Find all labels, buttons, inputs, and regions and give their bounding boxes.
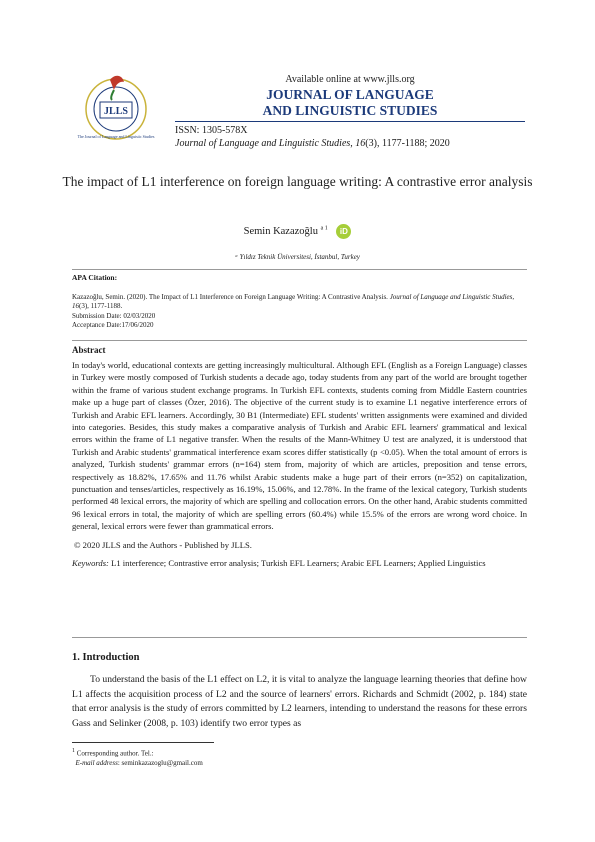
author-superscript: a 1: [320, 225, 328, 232]
journal-title-line1: JOURNAL OF LANGUAGE: [266, 87, 434, 102]
abstract-text: In today's world, educational contexts are getting increasingly multicultural. Although EFL (English as a Foreign Language) classes in Turkey were mostly composed of Turkish students a decade ago, today students from any part of the world are brought together within the frame of various student exchange programs. In Turkish EFL contexts, students coming from Middle Eastern countries make up a huge part of classes (Özer, 2016). The objective of the current study is to examine L1 negative interference errors of Turkish and Arabic EFL learners. Accordingly, 30 B1 (Intermediate) EFL students' written assignments were examined and divided into categories. Besides, this study makes a comparative analysis of Turkish and Arabic EFL learners' grammatical and lexical errors within the frame of L1 negative transfer. When the results of the Mann-Whitney U test are analyzed, it is understood that Turkish and Arabic students' grammatical interference exam scores differ statistically (p <0.05). When the total amount of errors is analyzed, Turkish students' grammar errors (n=164) stem from, majority of which are articles, preposition and tense errors, respectively as 18.82%, 17.65% and 11.76 whilst Arabic students make a huge part of their errors (n=352) on capitalization, punctuation and tenses/articles, respectively as 16.19%, 15.06%, and 12.78%. In the frame of the lexical category, Turkish students performed 48 lexical errors, the majority of which are spelling and collocation errors. On the other hand, Arabic students committed 96 lexical errors in total, the majority of which are spelling errors (60.4%) while 15.5% of the errors are wrong word choice. In general, lexical errors were fewer than grammatical errors.: [72, 360, 527, 532]
keywords-text: L1 interference; Contrastive error analysis; Turkish EFL Learners; Arabic EFL Learners; Applied Linguistics: [111, 557, 486, 568]
abstract-divider: [72, 637, 527, 638]
paper-title: The impact of L1 interference on foreign language writing: A contrastive error analysis: [62, 174, 533, 189]
apa-citation-journal: Journal of Language and Linguistic Studies, 16: [72, 292, 515, 310]
journal-title-line2: AND LINGUISTIC STUDIES: [262, 103, 438, 118]
footnote-line1: Corresponding author. Tel.:: [76, 749, 154, 758]
section-heading-introduction: 1. Introduction: [72, 652, 140, 663]
acceptance-date: Acceptance Date:17/06/2020: [72, 321, 154, 329]
keywords: [72, 557, 527, 569]
issn: ISSN: 1305-578X: [175, 125, 248, 137]
footnote-email[interactable]: : seminkazazoglu@gmail.com: [117, 759, 203, 768]
journal-title: [175, 87, 525, 119]
apa-citation-start: Kazazoğlu, Semin. (2020). The Impact of L1 Interference on Foreign Language Writing: A Contrastive Analysis.: [72, 292, 388, 301]
footnote-email-label: E-mail address: [75, 759, 118, 768]
footnote: [72, 746, 203, 768]
author-name: Semin Kazazoğlu: [243, 225, 318, 237]
apa-heading: APA Citation:: [72, 273, 118, 282]
author-row: [0, 224, 595, 239]
available-online[interactable]: Available online at www.jlls.org: [285, 74, 415, 85]
apa-citation-end: (3), 1177-1188.: [79, 302, 123, 310]
journal-citation: [175, 138, 525, 149]
citation-rest: (3), 1177-1188; 2020: [365, 138, 450, 150]
apa-citation: [72, 293, 527, 312]
journal-logo: [70, 72, 162, 142]
footnote-rule: [72, 742, 214, 743]
introduction-text: To understand the basis of the L1 effect on L2, it is vital to analyze the language learning theories that define how L1 affects the acquisition process of L2 and the source of learners' errors. Richards and Schmidt (2002, p. 184) state that error analysis is the study of errors committed by L2 learners, intending to understand the reasons for these errors Gass and Selinker (2008, p. 103) identify two error types as: [72, 674, 527, 729]
keywords-label: Keywords:: [72, 557, 109, 568]
footnote-number: 1: [72, 748, 75, 754]
affiliation: ᵃ Yıldız Teknik Üniversitesi, İstanbul, Turkey: [235, 253, 360, 261]
submission-date: Submission Date: 02/03/2020: [72, 311, 156, 320]
citation-journal: Journal of Language and Linguistic Studies, 16: [175, 138, 366, 150]
logo-text: JLLS: [104, 106, 128, 117]
abstract-block: [72, 340, 527, 569]
abstract-heading: Abstract: [72, 345, 106, 355]
orcid-icon[interactable]: iD: [336, 224, 351, 239]
header-rule: [175, 121, 525, 122]
logo-ring-text: The Journal of Language and Linguistic Studies: [77, 134, 155, 139]
apa-citation-block: [72, 269, 527, 331]
copyright: © 2020 JLLS and the Authors - Published by JLLS.: [74, 539, 252, 550]
journal-header: [175, 74, 525, 149]
